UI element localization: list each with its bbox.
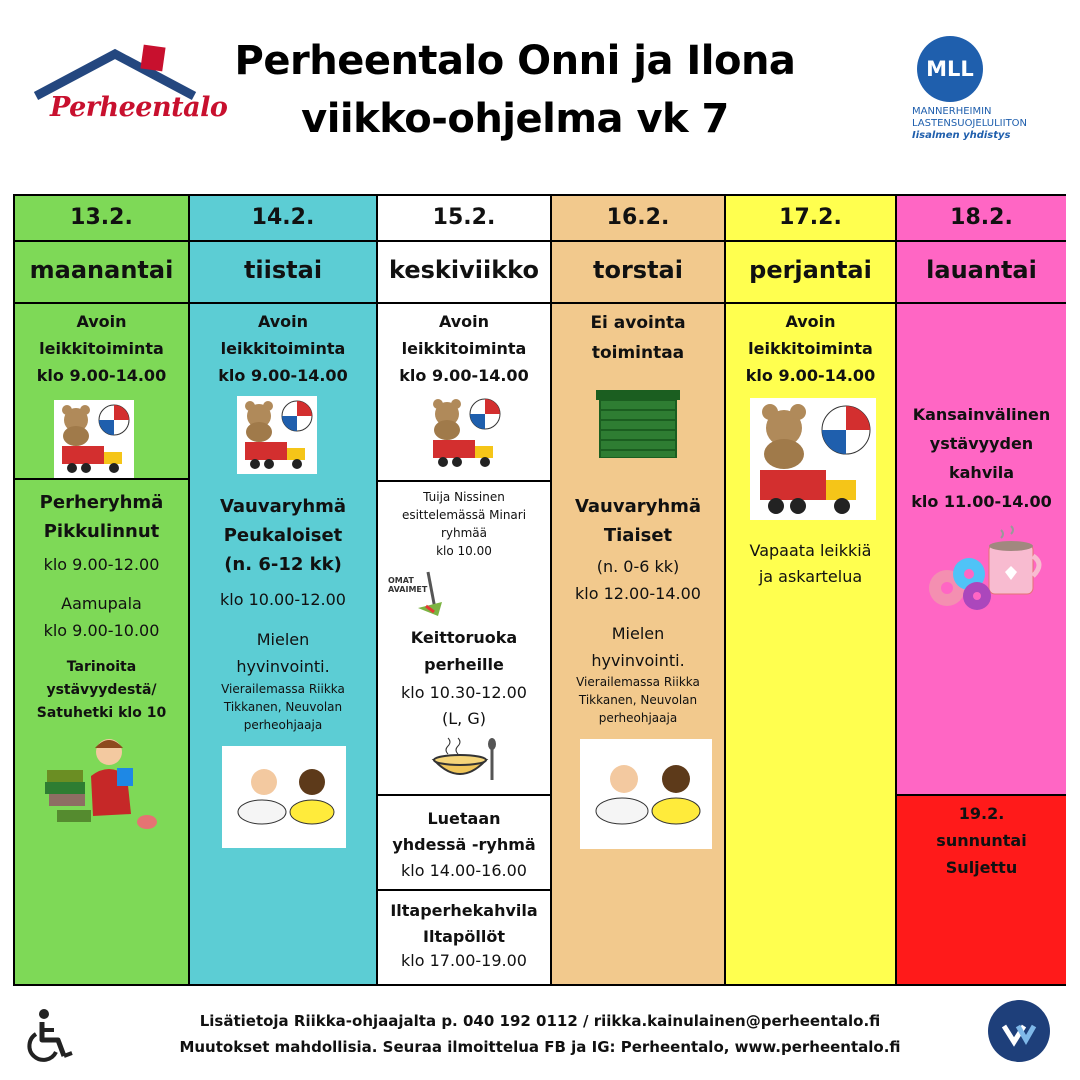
- reading-girl-icon: [43, 736, 161, 834]
- text: Luetaan: [427, 809, 501, 828]
- text: Satuhetki klo 10: [36, 705, 167, 721]
- text: Mielen: [611, 624, 665, 643]
- reading-group-time: klo 14.00-16.00: [401, 861, 527, 880]
- text: Avoin: [257, 312, 309, 331]
- text: Vierailemassa Riikka: [221, 682, 345, 696]
- text: Mielen: [256, 630, 310, 649]
- text: perheohjaaja: [243, 718, 323, 732]
- text: Pikkulinnut: [43, 521, 160, 542]
- text: ystävyydestä/: [46, 682, 157, 698]
- schedule-table: [13, 194, 1066, 986]
- text: Aamupala: [61, 594, 142, 613]
- open-play-block: [378, 308, 550, 389]
- text: esittelemässä Minari: [401, 508, 527, 522]
- teddy-bear-icon: [762, 404, 806, 469]
- text: Tuija Nissinen: [423, 490, 505, 504]
- footer-info: [130, 1008, 950, 1060]
- title-line-2: viikko-ohjelma vk 7: [301, 96, 729, 142]
- toys-picture: [54, 400, 134, 478]
- text: yhdessä -ryhmä: [392, 835, 536, 854]
- text: klo 9.00-10.00: [43, 621, 160, 640]
- text: (n. 6-12 kk): [224, 554, 342, 575]
- sunday-block: [897, 800, 1066, 881]
- babies-icon: [580, 739, 712, 849]
- divider: [378, 889, 550, 891]
- text: klo 11.00-14.00: [911, 492, 1052, 511]
- open-play-block: [190, 308, 376, 389]
- divider: [15, 478, 188, 480]
- text: perheille: [424, 655, 504, 674]
- footer-note: Muutokset mahdollisia. Seuraa ilmoittelua FB ja IG: Perheentalo, www.perheentalo.fi: [179, 1038, 901, 1056]
- text: Tikkanen, Neuvolan: [578, 693, 698, 707]
- family-group-title: [15, 488, 188, 546]
- text: Vauvaryhmä: [219, 496, 347, 517]
- column-thursday: [552, 196, 726, 984]
- text: Iltaperhekahvila: [390, 901, 538, 920]
- text: Keittoruoka: [410, 628, 518, 647]
- toys-picture: [425, 394, 505, 472]
- text: Vapaata leikkiä: [749, 541, 872, 560]
- open-play-block: [726, 308, 895, 389]
- text: OMAT: [388, 576, 414, 585]
- column-tuesday: [190, 196, 378, 984]
- mll-line-2: LASTENSUOJELULIITON: [912, 118, 1028, 129]
- day-name: tiistai: [190, 242, 376, 304]
- text: Avoin: [785, 312, 836, 331]
- text: Ei avointa: [590, 313, 686, 333]
- wellbeing-block: [190, 626, 376, 680]
- mll-logo: [912, 36, 1062, 151]
- text: Peukaloiset: [223, 525, 343, 546]
- date-cell: 15.2.: [378, 196, 550, 242]
- beach-ball-icon: [99, 405, 129, 435]
- teddy-bear-icon: [433, 399, 461, 440]
- minari-note: [378, 488, 550, 560]
- soup-diet: (L, G): [442, 709, 486, 728]
- date-cell: 14.2.: [190, 196, 376, 242]
- text: kahvila: [948, 463, 1015, 482]
- day-name: maanantai: [15, 242, 188, 304]
- text: klo 10.00: [436, 544, 492, 558]
- text: klo 9.00-14.00: [745, 366, 876, 385]
- coffee-donuts-icon: [921, 522, 1047, 614]
- beach-ball-icon: [282, 401, 312, 431]
- text: ryhmää: [440, 526, 488, 540]
- reading-group-title: [378, 806, 550, 858]
- column-saturday: [897, 196, 1066, 984]
- family-group-time: klo 9.00-12.00: [43, 555, 160, 574]
- visitor-note: [190, 680, 376, 734]
- toy-truck-icon: [62, 446, 122, 473]
- text: ja askartelua: [758, 567, 863, 586]
- garage-door-icon: [596, 390, 680, 458]
- footer-contact: Lisätietoja Riikka-ohjaajalta p. 040 192 0112 / riikka.kainulainen@perheentalo.fi: [199, 1012, 881, 1030]
- mll-line-1: MANNERHEIMIN: [912, 106, 992, 117]
- text: Iltapöllöt: [423, 927, 505, 946]
- text: klo 9.00-14.00: [218, 366, 348, 385]
- toy-truck-icon: [760, 470, 856, 514]
- perheentalo-logo: [30, 40, 228, 140]
- column-friday: [726, 196, 897, 984]
- association-badge-icon: [988, 1000, 1050, 1062]
- evening-cafe-title: [378, 898, 550, 950]
- toy-truck-icon: [433, 440, 493, 467]
- text: leikkitoiminta: [401, 339, 527, 358]
- date-cell: 13.2.: [15, 196, 188, 242]
- text: toimintaa: [591, 343, 685, 363]
- toy-truck-icon: [245, 442, 305, 469]
- babies-icon: [222, 746, 346, 848]
- sunday-cell: [897, 794, 1066, 984]
- baby-group-age: (n. 0-6 kk): [596, 557, 680, 576]
- day-name: perjantai: [726, 242, 895, 304]
- day-name: lauantai: [897, 242, 1066, 304]
- text: Kansainvälinen: [912, 405, 1051, 424]
- date-cell: 16.2.: [552, 196, 724, 242]
- mll-circle: MLL: [917, 36, 983, 102]
- soup-time: klo 10.30-12.00: [401, 683, 527, 702]
- text: leikkitoiminta: [748, 339, 873, 358]
- toys-picture: [237, 396, 317, 474]
- divider: [378, 480, 550, 482]
- closed-block: [552, 308, 724, 368]
- text: hyvinvointi.: [591, 651, 685, 670]
- text: Avoin: [76, 312, 127, 331]
- evening-cafe-time: klo 17.00-19.00: [401, 951, 527, 970]
- text: Tiaiset: [603, 525, 673, 546]
- friendship-cafe-block: [897, 400, 1066, 516]
- text: klo 9.00-14.00: [399, 366, 529, 385]
- free-play-block: [726, 538, 895, 590]
- date-cell: 17.2.: [726, 196, 895, 242]
- open-play-block: [15, 308, 188, 389]
- house-roof-icon: [30, 40, 200, 100]
- day-name: torstai: [552, 242, 724, 304]
- baby-group-title: [552, 492, 724, 550]
- date-cell: 19.2.: [958, 804, 1005, 823]
- text: hyvinvointi.: [236, 657, 330, 676]
- divider: [378, 794, 550, 796]
- column-monday: [15, 196, 190, 984]
- beach-ball-icon: [822, 406, 870, 454]
- wellbeing-block: [552, 620, 724, 674]
- text: AVAIMET: [388, 585, 428, 594]
- text: Vauvaryhmä: [574, 496, 702, 517]
- baby-group-time: klo 12.00-14.00: [575, 584, 701, 603]
- text: leikkitoiminta: [39, 339, 164, 358]
- text: ystävyyden: [929, 434, 1034, 453]
- soup-bowl-icon: [430, 736, 500, 786]
- text: perheohjaaja: [598, 711, 678, 725]
- day-name: sunnuntai: [936, 831, 1027, 850]
- title-line-1: Perheentalo Onni ja Ilona: [234, 38, 796, 84]
- column-wednesday: [378, 196, 552, 984]
- text: Perheryhmä: [39, 492, 164, 513]
- text: leikkitoiminta: [220, 339, 346, 358]
- story-event: [15, 656, 188, 725]
- day-name: keskiviikko: [378, 242, 550, 304]
- baby-group-time: klo 10.00-12.00: [220, 590, 346, 609]
- text: Vierailemassa Riikka: [576, 675, 700, 689]
- teddy-bear-icon: [62, 405, 90, 446]
- page-title: [200, 32, 830, 148]
- visitor-note: [552, 673, 724, 727]
- text: klo 9.00-14.00: [36, 366, 167, 385]
- logo-wordmark: Perheentalo: [50, 92, 228, 123]
- date-cell: 18.2.: [897, 196, 1066, 242]
- text: Tikkanen, Neuvolan: [223, 700, 343, 714]
- breakfast-block: [15, 590, 188, 644]
- teddy-bear-icon: [245, 401, 273, 442]
- status-text: Suljettu: [945, 858, 1018, 877]
- mll-line-3: Iisalmen yhdistys: [912, 130, 1011, 141]
- baby-group-title: [190, 492, 376, 579]
- wheelchair-icon: [26, 1008, 76, 1068]
- beach-ball-icon: [470, 399, 500, 429]
- keys-logo-icon: [388, 568, 448, 618]
- toys-picture: [750, 398, 876, 520]
- soup-title: [378, 624, 550, 678]
- text: Avoin: [438, 312, 490, 331]
- text: Tarinoita: [66, 659, 137, 675]
